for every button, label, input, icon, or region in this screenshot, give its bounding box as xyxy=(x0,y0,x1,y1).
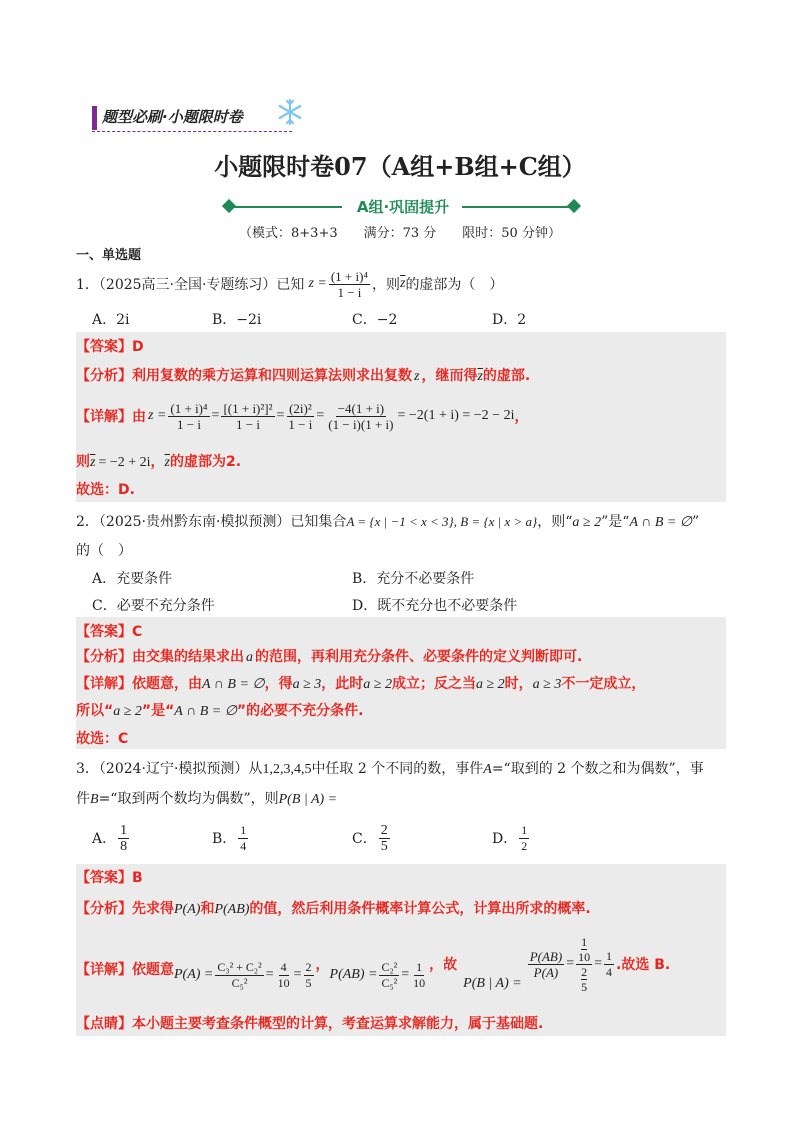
q3-opt-d-label: D． xyxy=(492,831,518,847)
q3-opt-a-frac xyxy=(118,823,129,854)
q3-opt-a-den: 8 xyxy=(120,838,128,854)
q3-pa-eq1: = xyxy=(265,967,274,982)
q2-detail-b: ，得 xyxy=(264,676,293,692)
q2-detail-m3: a ≥ 2 xyxy=(363,677,392,692)
q2-detail-d: 成立；反之当 xyxy=(391,676,476,692)
question-1 xyxy=(76,262,503,306)
q3-sep: ， xyxy=(315,957,330,973)
q1-lhs: z = xyxy=(308,276,327,291)
q2-l2-m1: a ≥ 2 xyxy=(113,704,142,719)
q3-end: .故选 B. xyxy=(616,957,671,973)
q1-eq3: = xyxy=(316,408,325,423)
q1-option-d[interactable]: D．2 xyxy=(492,312,527,328)
q1-num: (1 + i)⁴ xyxy=(330,268,368,284)
q3-pab-num: C₂² xyxy=(381,959,398,974)
q3-opt-b-frac xyxy=(238,823,248,854)
q2-detail-line2 xyxy=(76,700,363,720)
q1-analysis-a: 【分析】利用复数的乘方运算和四则运算法则求出复数 xyxy=(76,368,412,384)
q3-big-frac xyxy=(528,949,564,980)
q1-analysis-b: ，继而得 xyxy=(421,368,478,384)
q1-zbar: $\overline{z}$ xyxy=(399,276,406,291)
question-2-line1 xyxy=(76,511,699,531)
q3-l2-a: 件 xyxy=(76,791,90,807)
q3-opt-d-num: 1 xyxy=(521,822,528,837)
q2-option-c[interactable]: C．必要不充分条件 xyxy=(92,598,215,614)
q2-l2-m2: A ∩ B = ∅ xyxy=(174,704,237,719)
q1-f3-den: 1 − i xyxy=(288,416,313,432)
q3-point: 【点睛】本小题主要考查条件概型的计算，考查运算求解能力，属于基础题. xyxy=(76,1016,544,1032)
q3-opt-a-num: 1 xyxy=(120,822,128,838)
q3-pab: P(AB) = xyxy=(329,967,378,982)
q1-l2-zbar: $\overline{z}$ xyxy=(90,455,96,470)
q3-s1-den: 10 xyxy=(578,949,591,964)
q3-big-den: P(A) xyxy=(533,964,559,980)
q3-s2-num: 2 xyxy=(581,964,588,979)
q3-analysis-c: 的值，然后利用条件概率计算公式，计算出所求的概率. xyxy=(249,901,591,917)
q2-analysis-a: 【分析】由交集的结果求出 xyxy=(76,649,244,665)
q1-analysis xyxy=(76,365,530,385)
group-line-left xyxy=(232,206,342,208)
q2-l2-a: 所以“ xyxy=(76,703,114,719)
question-3-line1 xyxy=(76,758,704,778)
q3-pab-eq: = xyxy=(401,967,410,982)
q3-l1-b: 中任取 2 个不同的数，事件 xyxy=(311,761,484,777)
q2-choose: 故选：C xyxy=(76,731,129,747)
q1-f1-num: (1 + i)⁴ xyxy=(170,400,208,416)
q3-opt-c-den: 5 xyxy=(380,838,388,854)
q3-pa-den3: 5 xyxy=(305,975,312,990)
q2-l1-a: 2．（2025·贵州黔东南·模拟预测）已知集合 xyxy=(76,514,347,530)
q3-nums: 1,2,3,4,5 xyxy=(262,762,312,777)
q3-res-den: 4 xyxy=(606,964,612,979)
q3-pab-den: C₅² xyxy=(381,975,398,990)
q2-detail-e: 时， xyxy=(504,676,533,692)
q1-analysis-c: 的虚部. xyxy=(482,368,531,384)
q3-pa-frac3 xyxy=(304,960,314,991)
q3-opt-c-frac xyxy=(379,823,390,854)
q3-opt-d-den: 2 xyxy=(521,838,528,853)
q3-l1-a: 3．（2024·辽宁·模拟预测）从 xyxy=(76,761,263,777)
group-banner xyxy=(222,196,582,218)
header-banner xyxy=(78,98,288,134)
banner-text: 题型必刷·小题限时卷 xyxy=(102,108,243,126)
q3-big-eq: = xyxy=(566,956,575,971)
q3-nested-frac xyxy=(576,935,592,994)
q1-detail-frac3 xyxy=(286,401,314,432)
q3-option-d[interactable] xyxy=(492,820,531,856)
q1-option-a[interactable]: A．2i xyxy=(92,312,130,328)
q3-pa-den: C₅² xyxy=(231,975,248,990)
q3-detail-a: 【详解】依题意 xyxy=(76,962,174,978)
q3-opt-b-num: 1 xyxy=(240,822,247,837)
q2-detail-m1: A ∩ B = ∅ xyxy=(202,677,265,692)
q1-detail-frac1 xyxy=(168,401,209,432)
q3-pa-num3: 2 xyxy=(305,959,312,974)
q1-f4-num: −4(1 + i) xyxy=(337,400,385,416)
q2-detail xyxy=(76,673,645,693)
q1-l2-d: 的虚部为2. xyxy=(169,454,242,470)
q2-cond: a ≥ 2 xyxy=(572,515,602,530)
q1-prefix: 1．（2025高三·全国·专题练习）已知 xyxy=(76,277,305,293)
q3-pa-den2: 10 xyxy=(277,975,290,990)
q2-l1-b: ，则“ xyxy=(537,514,573,530)
q3-l2-b: =“取到两个数均为偶数”，则 xyxy=(98,791,279,807)
q3-ev-b: B xyxy=(90,792,99,807)
q3-s1-num: 1 xyxy=(581,934,588,949)
q3-pba: P(B | A) = xyxy=(463,976,522,991)
q3-l2-m: P(B | A) = xyxy=(278,792,338,807)
q3-s2-den: 5 xyxy=(581,979,588,994)
q3-pab-num2: 1 xyxy=(416,959,423,974)
q3-pa: P(A) = xyxy=(174,967,214,982)
q3-opt-d-frac xyxy=(519,823,529,854)
q3-detail xyxy=(76,926,670,1002)
q2-detail-m4: a ≥ 2 xyxy=(475,677,505,692)
q3-answer: 【答案】B xyxy=(76,870,143,886)
q2-option-a[interactable]: A．充要条件 xyxy=(92,571,173,587)
q2-l2-c: ”的必要不充分条件. xyxy=(236,703,364,719)
q3-option-b[interactable] xyxy=(212,820,250,856)
q2-l1-d: ” xyxy=(692,514,700,530)
q1-suffix-b: 的虚部为（ ） xyxy=(405,277,504,293)
q3-opt-c-num: 2 xyxy=(380,822,388,838)
q1-detail-end: ， xyxy=(514,409,529,425)
q1-f4-den: (1 − i)(1 + i) xyxy=(328,416,394,432)
q3-pab-frac xyxy=(379,960,399,991)
exam-info: （模式：8+3+3 满分：73 分 限时：50 分钟） xyxy=(239,226,561,241)
banner-dashed-line xyxy=(92,131,292,132)
q2-option-b[interactable]: B．充分不必要条件 xyxy=(352,571,475,587)
q3-res-num: 1 xyxy=(606,948,612,963)
snowflake-icon xyxy=(276,98,304,126)
q3-analysis xyxy=(76,898,591,918)
q3-analysis-m1: P(A) xyxy=(174,902,201,917)
q3-pa-frac2 xyxy=(276,960,292,991)
q3-analysis-a: 【分析】先求得 xyxy=(76,901,174,917)
q3-option-a[interactable] xyxy=(92,820,131,856)
q2-detail-a: 【详解】依题意，由 xyxy=(76,676,202,692)
q3-nested-bot xyxy=(579,965,589,994)
q1-f1-den: 1 − i xyxy=(177,416,201,432)
q3-pa-frac xyxy=(215,960,263,991)
q1-option-c[interactable]: C．−2 xyxy=(352,312,398,328)
q1-detail xyxy=(76,395,528,437)
q1-detail-line2 xyxy=(76,451,241,471)
q3-pab-frac2 xyxy=(411,960,427,991)
q2-analysis-b: 的范围，再利用充分条件、必要条件的定义判断即可. xyxy=(255,649,583,665)
q1-answer: 【答案】D xyxy=(76,339,144,355)
q1-f2-den: 1 − i xyxy=(236,416,260,432)
section-heading: 一、单选题 xyxy=(76,248,142,263)
q3-pab-den2: 10 xyxy=(413,975,426,990)
q1-detail-frac2 xyxy=(221,401,274,432)
q3-l1-c: =“取到的 2 个数之和为偶数”，事 xyxy=(491,761,704,777)
q2-analysis-var: a xyxy=(246,650,253,665)
q1-detail-z: z = xyxy=(148,408,167,423)
question-2-line2: 的（ ） xyxy=(76,543,132,559)
q3-opt-c-label: C． xyxy=(352,831,377,847)
q1-l2-a: 则 xyxy=(76,454,90,470)
q3-gu: ，故 xyxy=(429,957,458,973)
q3-pa-num2: 4 xyxy=(280,959,287,974)
q3-ev-a: A xyxy=(483,762,492,777)
q1-detail-frac4 xyxy=(326,401,395,432)
q3-big-num: P(AB) xyxy=(529,948,563,964)
q1-fraction xyxy=(329,269,370,300)
q2-l2-b: ”是“ xyxy=(141,703,175,719)
question-3-line2 xyxy=(76,788,337,808)
group-line-right xyxy=(462,206,572,208)
q3-res-eq: = xyxy=(594,956,602,971)
q1-choose: 故选：D. xyxy=(76,482,135,498)
q1-eq1: = xyxy=(211,408,220,423)
q2-answer: 【答案】C xyxy=(76,624,143,640)
q2-detail-c: ，此时 xyxy=(321,676,364,692)
q3-option-c[interactable] xyxy=(352,820,392,856)
q3-pa-num: C₃² + C₂² xyxy=(217,959,262,974)
q1-l2-c: ， xyxy=(150,454,165,470)
q3-analysis-b: 和 xyxy=(200,901,215,917)
q1-suffix-a: ，则 xyxy=(371,277,400,293)
q2-analysis xyxy=(76,646,582,666)
banner-left-bar xyxy=(92,106,97,130)
page-title: 小题限时卷07（A组+B组+C组） xyxy=(214,152,586,181)
q3-analysis-m2: P(AB) xyxy=(214,902,250,917)
q1-analysis-zbar: $\overline{z}$ xyxy=(477,369,483,384)
q1-analysis-z: z xyxy=(414,369,420,384)
diamond-left-icon xyxy=(222,199,236,213)
q1-den: 1 − i xyxy=(337,284,362,300)
q3-res-frac xyxy=(604,949,614,980)
q3-opt-a-label: A． xyxy=(92,831,117,847)
q3-opt-b-den: 4 xyxy=(240,838,247,853)
q2-l1-c: ”是“ xyxy=(601,514,630,530)
q1-f2-num: [(1 + i)²]² xyxy=(223,400,273,416)
q1-f3-num: (2i)² xyxy=(289,400,312,416)
group-label: A组·巩固提升 xyxy=(356,198,450,216)
q2-option-d[interactable]: D．既不充分也不必要条件 xyxy=(352,598,518,614)
q2-detail-f: 不一定成立， xyxy=(561,676,646,692)
diamond-right-icon xyxy=(567,199,581,213)
q1-detail-tail: = −2(1 + i) = −2 − 2i xyxy=(397,408,515,423)
q2-detail-m5: a ≥ 3 xyxy=(532,677,562,692)
q3-pa-eq2: = xyxy=(293,967,302,982)
q3-nested-top xyxy=(576,935,592,965)
q2-set: A = {x | −1 < x < 3}, B = {x | x > a} xyxy=(346,514,538,529)
q1-eq2: = xyxy=(276,408,285,423)
q1-l2-b: = −2 + 2i xyxy=(98,455,151,470)
q1-detail-prefix: 【详解】由 xyxy=(76,409,146,425)
q3-opt-b-label: B． xyxy=(212,831,237,847)
q1-option-b[interactable]: B．−2i xyxy=(212,312,262,328)
q2-detail-m2: a ≥ 3 xyxy=(292,677,322,692)
q1-l2-zbar2: $\overline{z}$ xyxy=(164,455,170,470)
q2-cond2: A ∩ B = ∅ xyxy=(629,515,693,530)
